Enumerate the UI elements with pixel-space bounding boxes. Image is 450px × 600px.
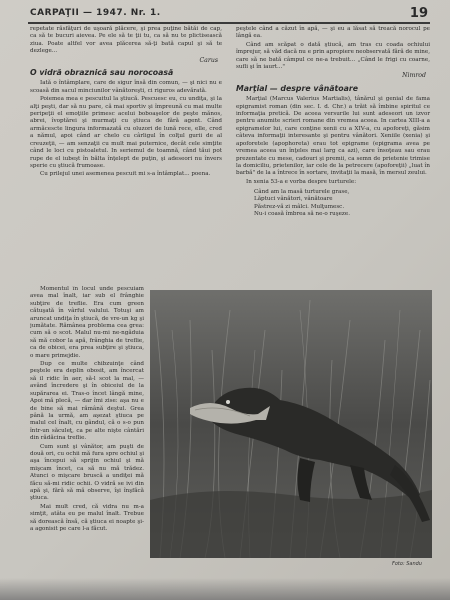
page-number: 19 [409,6,428,21]
verse-block [254,189,430,218]
paragraph: Cum sunt şi vânător, am puşti de două ori, cu ochii mă fura spre ochiul şi aşa începui să sprijin ochiul şi mă mişcam încet, ca să nu mă trădez. Atunci o mişcare bruscă a undiţei mă făcu să-mi ridic ochii. O vidră se ivi din apă şi, fără să mă observe, îşi înşfăcă ştiuca. [30,443,144,502]
verse-intro: In xenia 53-a e vorba despre turturele: [246,178,357,185]
photo-credit: Foto: Sandu [392,561,422,567]
verse-line: Lăptuci vânători, vânătoare [254,196,333,203]
continuation-paragraph: peştele când a căzut în apă, — şi eu a lăsat să treacă norocul pe lângă ea. [236,26,430,40]
paragraph: Iată o întâmplare, care de sigur însă din comun, — şi nici nu e scoasă din sacul minciunilor vânătoreşti, ci riguros adevărată. [30,80,222,94]
otter-photo [150,290,432,558]
paragraph: Marţial (Marcus Valerius Martialis), tânărul şi genial de fama epigramist roman (din sec. I. d. Chr.) a trăit să îmbine spiritul ce informaţia pretică. De aceea versurile lui sunt adeseori un izvor pentru anumite scrieri romane din vremea aceea. In cartea XIII-a a epigramelor lui, care conţine xenii cu a XIV-a, cu apoforeţi, găsim câteva informaţii interesante şi pentru vânători. Xeniile (xenia) şi apoforetele (apophoreta) erau tot epigrame (epigrama avea pe vremea aceea un înţeles mai larg ca azi), care însoţeau sau erau prezentate cu mese, cadouri şi premii, ca semn de prietenie trimise la domiciliu, prietenilor, iar cele de la petrecere (apoforeţii) „luat în barbă" de la a întrece în sortare, invitaţii la masă, în mersul zeului. [236,96,430,177]
verse-line: Când am la masă turturele grase, [254,189,350,196]
section-title-otter: O vidră obraznică sau norocoasă [30,68,174,78]
intro-paragraph: repetate răsfăţuri de uşoară plăcere, şi prea puţine bătăi de cap, ca să te bucuri aievea. Pe ele să te ţii tu, ca să nu te plictisească ziua. Poate altfel vor avea plăcerea să-ţi bată capul şi să te dezlege... [30,26,222,55]
right-column [236,26,430,218]
continuation-signature: Nimrod [402,72,426,80]
paragraph: Cu prilejul unei asemenea pescuit mi s-a întâmplat... poena. [40,171,211,178]
journal-header: CARPAŢII — 1947. Nr. 1. [30,8,161,18]
paragraph: Mai mult cred, că vidra nu m-a simţit, atâta eu pe malul înalt. Trebue să dorească însă, că ştiuca ei noapte şi-a agonisit pe care l-a făcut. [30,503,144,532]
verse-line: Nu-i coasă îmbrea să ne-o ruşeze. [254,210,350,217]
lower-left-column [30,286,144,556]
paragraph: Poiemea mea e pescuitul la ştiucă. Pescuesc eu, cu undiţa, şi la alţi peşti, dar să nu pare, că mai sportiv şi împreună cu mai multe peripeţii el emoţiile primesc acelui boboaşelor de peşte mănos, abrei, îvoptărei şi murmaţi cu ştiuca de fără agent. Când armăcescte lingura informazată cu oluzori de lună rece, elle, cred a nămul, apoi când ar chelo cu cârligul în colţul gurii de al creuzeţii, — am senzaţii cu mult mai puternice, decât cele simţite când le loci cu pistoaletul. In seriemul de toamnă, când tăui pot rupe de el iubeşt în bălta înţelept de puţin, şi adeseori nu învers sperie cu ştiucă frumoase. [30,96,222,169]
left-column [30,26,222,180]
verse-line: Păstrez-vă zi mâlci. Mulţumesc. [254,203,345,210]
intro-signature: Carus [199,56,218,64]
continuation-paragraph: Când am scăpat o dată ştiucă, am tras cu coada ochiului împrejur, să văd dacă nu e prin apropiere neobservată fără de mine, care să ne bată câmpul ce ne-a trebuit... „Când le frigi cu coarne, sufli şi în iaurt..." [236,41,430,71]
paragraph: Momentul în locul unde pescuiam avea mal înalt, iar sub el frânghie subţire de treflie. Era cum green cătuşată în vârful valului. Totuşi am aruncat undiţa în ştiucă, de vre-un kg şi jumătate. Rămânea problema cea grea: cum să o scot. Malul nu-mi ne-ngăduia să mă cobor la apă, frânghia de treflie, ca de obicei, era prea subţire şi ştiuca, o mare primejdie. [30,286,144,359]
page-edge-shadow [0,578,450,600]
paragraph: Dup ce multe chibzuinţe când peştele era deplin obosit, am încercat să il ridic în aer, să-l scot la mal, — având încredere şi în obiceiul de la supărarea ei. Tras-o încet lângă mine, Apoi mă plecă, — dar îmi zise: aşa nu e de bine să mai rămână deştul. Grea până la urmă, am aşezat ştiuca pe malul cel înalt, cu gândul, că o s-o pun într-un săculeţ, ca pe alte nişte cântări din rădăcina treflie. [30,361,144,442]
otter-photo-image [150,290,432,558]
section-title-martial: Marţial — despre vânătoare [236,83,358,93]
header-rule [28,22,430,24]
